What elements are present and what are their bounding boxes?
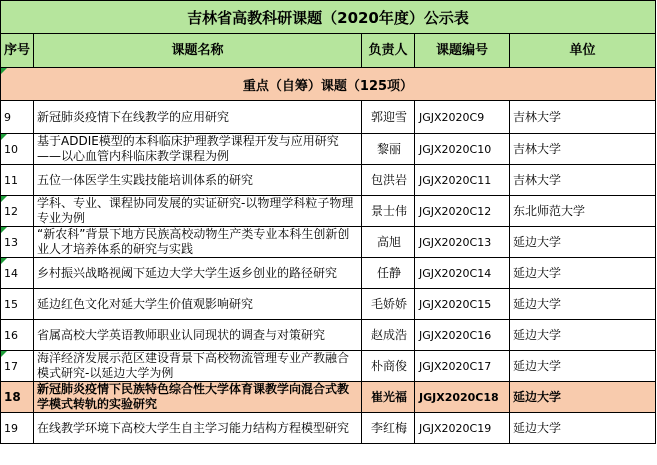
- row-unit[interactable]: [510, 258, 656, 288]
- row-no[interactable]: [1, 413, 34, 443]
- row-no-text: 12: [4, 204, 18, 218]
- row-unit-text: 延边大学: [513, 420, 562, 435]
- row-code[interactable]: [415, 413, 510, 443]
- table-row: [1, 101, 656, 134]
- row-code-text: JGJX2020C12: [419, 204, 492, 218]
- row-code-text: JGJX2020C18: [419, 390, 499, 404]
- row-no-text: 14: [4, 266, 18, 280]
- row-no-text: 19: [4, 421, 18, 435]
- row-unit[interactable]: [510, 134, 656, 164]
- row-person-text: 包洪岩: [370, 172, 407, 187]
- cell-comment-marker: [1, 134, 7, 140]
- row-unit-text: 吉林大学: [513, 109, 562, 124]
- row-name[interactable]: [34, 101, 362, 133]
- row-no-text: 17: [4, 359, 18, 373]
- row-no-text: 10: [4, 142, 18, 156]
- header-unit[interactable]: 单位: [510, 34, 656, 67]
- row-unit-text: 延边大学: [513, 389, 562, 404]
- row-code[interactable]: [415, 382, 510, 412]
- row-code[interactable]: [415, 351, 510, 381]
- row-person[interactable]: [362, 258, 415, 288]
- row-no-text: 11: [4, 173, 18, 187]
- row-unit-text: 延边大学: [513, 296, 562, 311]
- data-rows: [1, 101, 656, 444]
- row-person-text: 毛娇娇: [370, 296, 407, 311]
- table-row: [1, 413, 656, 444]
- row-no-text: 15: [4, 297, 18, 311]
- row-name-text: 延边红色文化对延大学生价值观影响研究: [37, 296, 254, 311]
- row-person[interactable]: [362, 289, 415, 319]
- header-name[interactable]: 课题名称: [34, 34, 362, 67]
- row-name[interactable]: [34, 289, 362, 319]
- row-name[interactable]: [34, 258, 362, 288]
- row-person-text: 郭迎雪: [370, 109, 407, 124]
- cell-comment-marker: [1, 258, 7, 264]
- header-no[interactable]: 序号: [1, 34, 34, 67]
- row-person-text: 高旭: [376, 234, 401, 249]
- header-code[interactable]: 课题编号: [415, 34, 510, 67]
- row-name-text: 五位一体医学生实践技能培训体系的研究: [37, 172, 254, 187]
- row-no-text: 18: [4, 389, 21, 404]
- row-unit[interactable]: [510, 351, 656, 381]
- row-unit-text: 延边大学: [513, 327, 562, 342]
- row-code-text: JGJX2020C16: [419, 328, 492, 342]
- section-header[interactable]: [1, 68, 656, 101]
- row-person-text: 李红梅: [370, 420, 407, 435]
- row-name[interactable]: [34, 320, 362, 350]
- row-person-text: 崔光福: [370, 389, 407, 404]
- row-code-text: JGJX2020C19: [419, 421, 492, 435]
- row-no[interactable]: [1, 320, 34, 350]
- row-name-text: 新冠肺炎疫情下民族特色综合性大学体育课教学向混合式教学模式转轨的实验研究: [37, 382, 350, 411]
- row-code[interactable]: [415, 258, 510, 288]
- row-unit[interactable]: [510, 101, 656, 133]
- sheet-title[interactable]: 吉林省高教科研课题（2020年度）公示表: [1, 1, 656, 34]
- row-name-text: 海洋经济发展示范区建设背景下高校物流管理专业产教融合模式研究-以延边大学为例: [37, 351, 350, 380]
- table-row: [1, 382, 656, 413]
- row-code[interactable]: [415, 134, 510, 164]
- row-unit[interactable]: [510, 382, 656, 412]
- row-person[interactable]: [362, 101, 415, 133]
- table-row: [1, 289, 656, 320]
- table-row: [1, 227, 656, 258]
- row-person-text: 景士伟: [370, 203, 407, 218]
- row-code-text: JGJX2020C9: [419, 110, 485, 124]
- row-person[interactable]: [362, 351, 415, 381]
- row-person-text: 黎丽: [376, 141, 401, 156]
- row-person[interactable]: [362, 165, 415, 195]
- row-unit[interactable]: [510, 165, 656, 195]
- row-code-text: JGJX2020C13: [419, 235, 492, 249]
- table-row: [1, 134, 656, 165]
- table-row: [1, 258, 656, 289]
- row-code[interactable]: [415, 101, 510, 133]
- row-unit-text: 延边大学: [513, 358, 562, 373]
- row-person-text: 赵成浩: [370, 327, 407, 342]
- row-no[interactable]: [1, 289, 34, 319]
- table-row: [1, 165, 656, 196]
- row-unit[interactable]: [510, 289, 656, 319]
- row-name[interactable]: [34, 196, 362, 226]
- row-code[interactable]: [415, 227, 510, 257]
- row-code-text: JGJX2020C14: [419, 266, 492, 280]
- row-name-text: “新农科”背景下地方民族高校动物生产类专业本科生创新创业人才培养体系的研究与实践: [37, 227, 350, 256]
- row-person[interactable]: [362, 134, 415, 164]
- row-code-text: JGJX2020C11: [419, 173, 492, 187]
- row-name-text: 基于ADDIE模型的本科临床护理教学课程开发与应用研究——以心血管内科临床教学课程为例: [37, 134, 339, 163]
- row-no-text: 9: [4, 110, 11, 124]
- row-code[interactable]: [415, 289, 510, 319]
- cell-comment-marker: [1, 68, 7, 74]
- row-no[interactable]: [1, 382, 34, 412]
- cell-comment-marker: [1, 196, 7, 202]
- header-person[interactable]: 负责人: [362, 34, 415, 67]
- row-unit[interactable]: [510, 413, 656, 443]
- row-code-text: JGJX2020C15: [419, 297, 492, 311]
- row-name-text: 省属高校大学英语教师职业认同现状的调查与对策研究: [37, 327, 326, 342]
- row-unit[interactable]: [510, 227, 656, 257]
- row-person[interactable]: [362, 227, 415, 257]
- row-person[interactable]: [362, 413, 415, 443]
- row-person[interactable]: [362, 196, 415, 226]
- row-code[interactable]: [415, 165, 510, 195]
- row-code-text: JGJX2020C10: [419, 142, 492, 156]
- row-name-text: 在线教学环境下高校大学生自主学习能力结构方程模型研究: [37, 420, 350, 435]
- table-row: [1, 351, 656, 382]
- row-person[interactable]: [362, 320, 415, 350]
- row-name[interactable]: [34, 382, 362, 412]
- row-no-text: 13: [4, 235, 18, 249]
- row-unit-text: 东北师范大学: [513, 203, 586, 218]
- row-no-text: 16: [4, 328, 18, 342]
- row-code[interactable]: [415, 196, 510, 226]
- row-no[interactable]: [1, 101, 34, 133]
- row-code[interactable]: [415, 320, 510, 350]
- table-row: [1, 196, 656, 227]
- row-person[interactable]: [362, 382, 415, 412]
- row-name-text: 乡村振兴战略视阈下延边大学大学生返乡创业的路径研究: [37, 265, 338, 280]
- row-name[interactable]: [34, 227, 362, 257]
- row-unit-text: 延边大学: [513, 265, 562, 280]
- row-person-text: 任静: [376, 265, 401, 280]
- row-name-text: 新冠肺炎疫情下在线教学的应用研究: [37, 109, 230, 124]
- row-unit-text: 吉林大学: [513, 172, 562, 187]
- row-name[interactable]: [34, 413, 362, 443]
- header-row: [1, 34, 656, 68]
- row-name[interactable]: [34, 351, 362, 381]
- row-name[interactable]: [34, 165, 362, 195]
- cell-comment-marker: [1, 351, 7, 357]
- row-unit-text: 延边大学: [513, 234, 562, 249]
- row-code-text: JGJX2020C17: [419, 359, 492, 373]
- row-person-text: 朴商俊: [370, 358, 407, 373]
- table-row: [1, 320, 656, 351]
- row-unit[interactable]: [510, 320, 656, 350]
- section-label: 重点（自筹）课题（125项）: [242, 78, 414, 94]
- row-unit[interactable]: [510, 196, 656, 226]
- row-name[interactable]: [34, 134, 362, 164]
- row-no[interactable]: [1, 165, 34, 195]
- row-name-text: 学科、专业、课程协同发展的实证研究-以物理学科粒子物理专业为例: [37, 196, 354, 225]
- cell-comment-marker: [1, 227, 7, 233]
- row-unit-text: 吉林大学: [513, 141, 562, 156]
